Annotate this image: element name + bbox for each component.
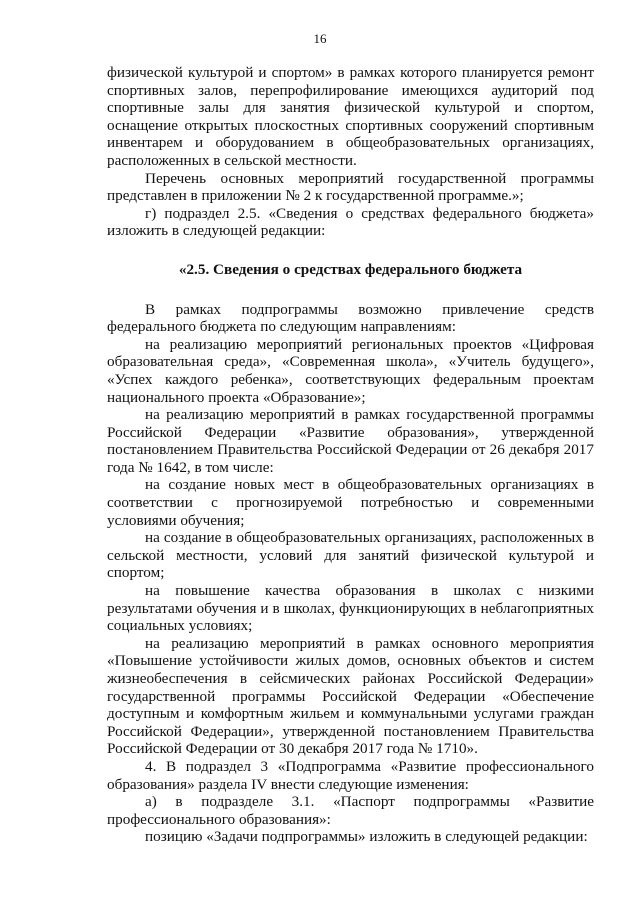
- page-number: 16: [313, 31, 327, 46]
- paragraph: на создание в общеобразовательных организациях, расположенных в сельской местности, условий для занятий физической культурой и спортом;: [107, 529, 594, 582]
- paragraph: на создание новых мест в общеобразовательных организациях в соответствии с прогнозируемой потребностью и современными условиями обучения;: [107, 476, 594, 529]
- paragraph: физической культурой и спортом» в рамках которого планируется ремонт спортивных залов, перепрофилирование имеющихся аудиторий под спортивные залы для занятия физической культурой и спортом, оснащение открытых плоскостных спортивных сооружений спортивным инвентарем и оборудованием в общеобразовательных организациях, расположенных в сельской местности.: [107, 64, 594, 169]
- paragraph: В рамках подпрограммы возможно привлечение средств федерального бюджета по следующим направлениям:: [107, 300, 594, 336]
- paragraph: на реализацию мероприятий в рамках государственной программы Российской Федерации «Развитие образования», утвержденной постановлением Правительства Российской Федерации от 26 декабря 2017 года № 1642, в том числе:: [107, 406, 594, 476]
- paragraph: а) в подразделе 3.1. «Паспорт подпрограммы «Развитие профессионального образования»:: [107, 793, 594, 828]
- paragraph: 4. В подраздел 3 «Подпрограмма «Развитие профессионального образования» раздела IV внести следующие изменения:: [107, 757, 594, 793]
- paragraph: на реализацию мероприятий в рамках основного мероприятия «Повышение устойчивости жилых домов, основных объектов и систем жизнеобеспечения в сейсмических районах Российской Федерации» государственной программы Российской Федерации «Обеспечение доступным и комфортным жильем и коммунальными услугами граждан Российской Федерации», утвержденной постановлением Правительства Российской Федерации от 30 декабря 2017 года № 1710».: [107, 634, 594, 758]
- paragraph: позицию «Задачи подпрограммы» изложить в следующей редакции:: [145, 828, 588, 846]
- paragraph: г) подраздел 2.5. «Сведения о средствах федерального бюджета» изложить в следующей редакции:: [107, 204, 594, 240]
- paragraph: на повышение качества образования в школах с низкими результатами обучения и в школах, функционирующих в неблагоприятных социальных условиях;: [107, 582, 594, 635]
- document-body: [107, 64, 594, 846]
- paragraph: Перечень основных мероприятий государственной программы представлен в приложении № 2 к государственной программе.»;: [107, 169, 594, 205]
- section-heading: «2.5. Сведения о средствах федерального бюджета: [178, 260, 523, 278]
- paragraph: на реализацию мероприятий региональных проектов «Цифровая образовательная среда», «Современная школа», «Учитель будущего», «Успех каждого ребенка», соответствующих федеральным проектам национального проекта «Образование»;: [107, 335, 594, 406]
